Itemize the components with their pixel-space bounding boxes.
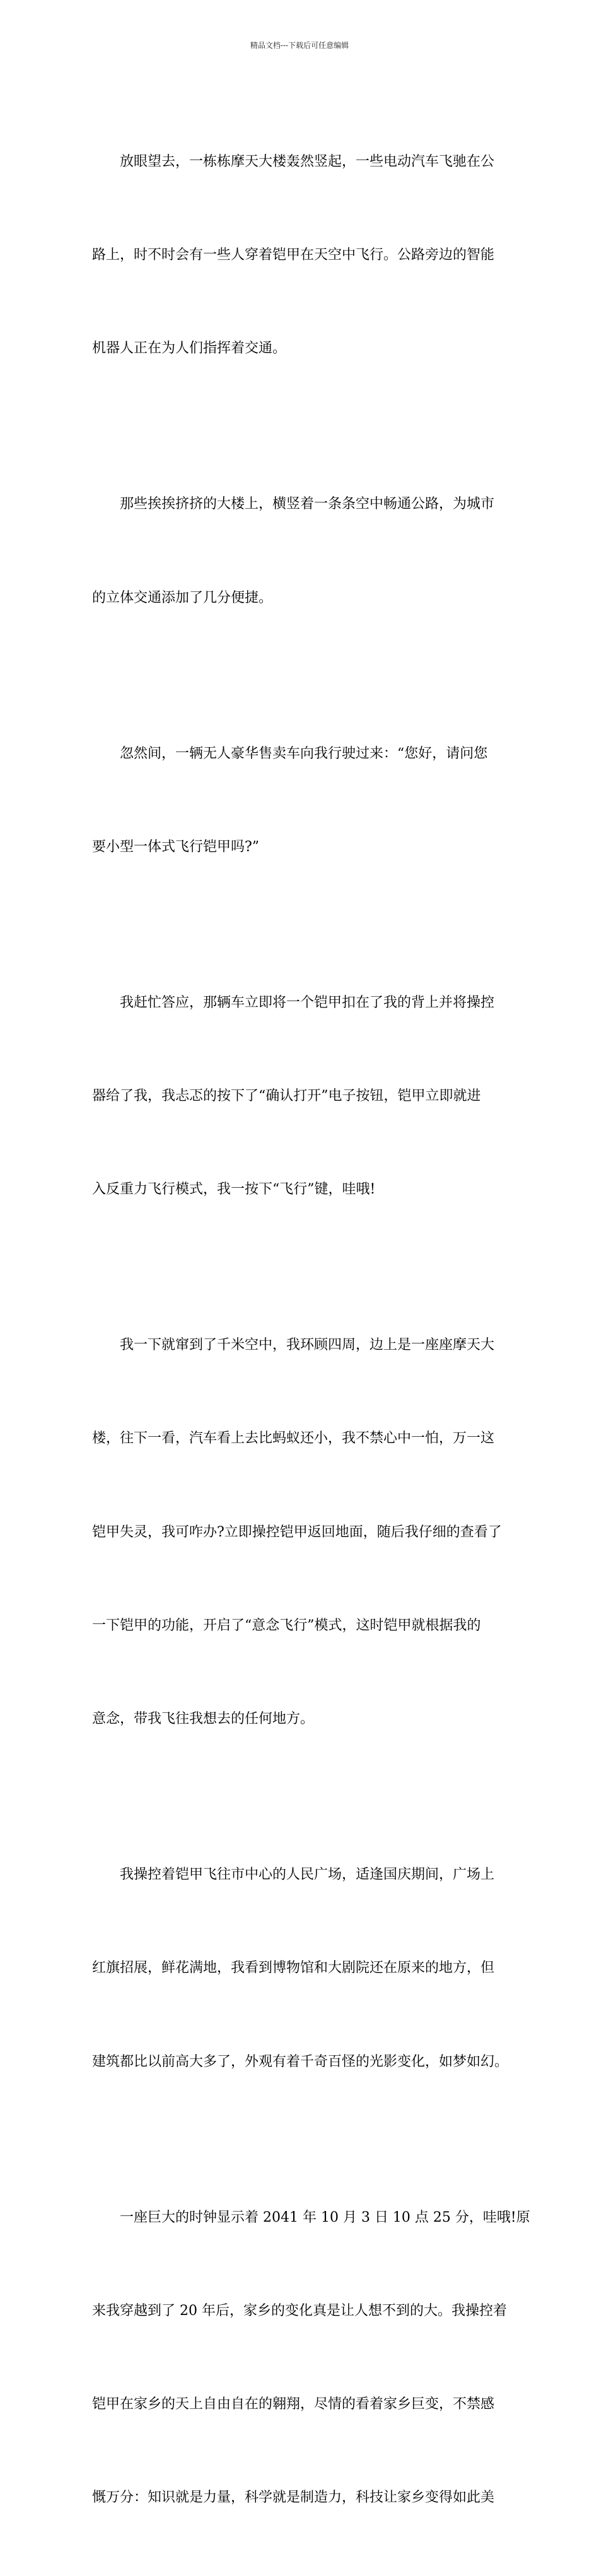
paragraph-1	[92, 84, 511, 426]
text-line: 入反重力飞行模式，我一按下“飞行”键，哇哦!	[92, 1181, 376, 1198]
paragraph-4	[92, 925, 511, 1267]
page-header: 精品文档---下载后可任意编辑	[250, 41, 349, 50]
paragraph-5	[92, 1267, 511, 1797]
text-line: 意念，带我飞往我想去的任何地方。	[92, 1711, 315, 1727]
text-line: 楼，往下一看，汽车看上去比蚂蚁还小，我不禁心中一怕，万一这	[92, 1430, 495, 1447]
text-line: 建筑都比以前高大多了，外观有着千奇百怪的光影变化，如梦如幻。	[92, 2053, 509, 2070]
text-line: 那些挨挨挤挤的大楼上，横竖着一条条空中畅通公路，为城市	[120, 496, 495, 513]
paragraph-7	[92, 2140, 530, 2576]
text-line: 来我穿越到了 20 年后，家乡的变化真是让人想不到的大。我操控着	[92, 2302, 507, 2319]
text-line: 要小型一体式飞行铠甲吗?”	[92, 838, 260, 855]
paragraph-6	[92, 1797, 511, 2139]
text-line: 我一下就窜到了千米空中，我环顾四周，边上是一座座摩天大	[120, 1337, 495, 1354]
text-line: 忽然间，一辆无人豪华售卖车向我行驶过来：“您好，请问您	[120, 745, 488, 762]
text-line: 的立体交通添加了几分便捷。	[92, 589, 273, 606]
text-line: 我操控着铠甲飞往市中心的人民广场，适逢国庆期间，广场上	[120, 1867, 495, 1883]
text-line: 红旗招展，鲜花满地，我看到博物馆和大剧院还在原来的地方，但	[92, 1960, 495, 1976]
text-line: 放眼望去，一栋栋摩天大楼轰然竖起，一些电动汽车飞驰在公	[120, 153, 495, 170]
text-line: 路上，时不时会有一些人穿着铠甲在天空中飞行。公路旁边的智能	[92, 247, 495, 264]
text-line: 慨万分：知识就是力量，科学就是制造力，科技让家乡变得如此美	[92, 2490, 495, 2506]
paragraph-2	[92, 426, 511, 675]
text-line: 铠甲失灵，我可咋办?立即操控铠甲返回地面，随后我仔细的查看了	[92, 1524, 502, 1540]
document-body	[92, 84, 530, 2576]
text-line: 一下铠甲的功能，开启了“意念飞行”模式，这时铠甲就根据我的	[92, 1617, 481, 1633]
paragraph-3	[92, 676, 511, 925]
text-line: 铠甲在家乡的天上自由自在的翱翔，尽情的看着家乡巨变，不禁感	[92, 2396, 495, 2413]
text-line: 机器人正在为人们指挥着交通。	[92, 340, 287, 357]
text-line: 我赶忙答应，那辆车立即将一个铠甲扣在了我的背上并将操控	[120, 994, 495, 1011]
text-line: 器给了我，我忐忑的按下了“确认打开”电子按钮，铠甲立即就进	[92, 1088, 481, 1104]
text-line: 一座巨大的时钟显示着 2041 年 10 月 3 日 10 点 25 分，哇哦!原	[120, 2209, 530, 2225]
